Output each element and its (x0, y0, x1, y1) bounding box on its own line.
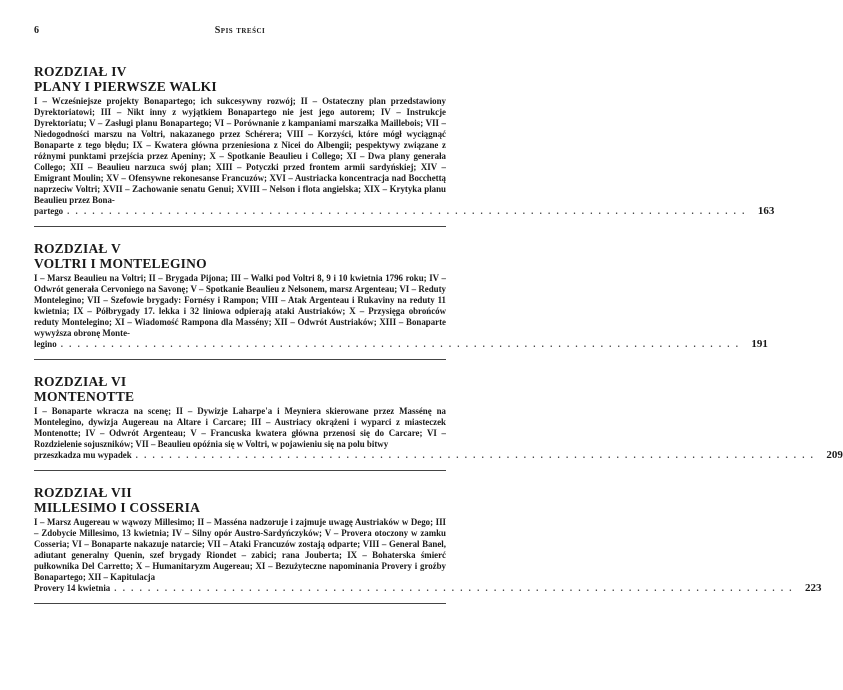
chapter-number: ROZDZIAŁ V (34, 241, 121, 256)
summary-last-line: partego (34, 206, 64, 216)
summary-last-line: Provery 14 kwietnia (34, 583, 111, 593)
page-ref[interactable]: 163 (757, 205, 775, 217)
page-ref[interactable]: 209 (826, 449, 843, 461)
chapter-summary: I – Marsz Beaulieu na Voltri; II – Brygada Pijona; III – Walki pod Voltri 8, 9 i 10 kwietnia 1796 roku; IV – Odwrót generała Cervoniego na Savonę; V – Spotkanie Beaulieu z Nelsonem, marsz Argenteau; VI – Reduty Montelegino; VII – Szefowie brygady: Fornésy i Rampon; VIII – Atak Argenteau i Rukaviny na reduty 11 kwietnia; IX – Półbrygady 17. lekka i 32 liniowa odpierają ataki Austriaków; X – Przysięga obrońców reduty Montelegino; XI – Wiadomość Rampona dla Massény; XII – Odwrót Austriaków; XIII – Bonaparte wywyższa obronę Monte- (34, 273, 446, 338)
running-title: Spis treści (214, 25, 266, 36)
chapter-summary: I – Bonaparte wkracza na scenę; II – Dywizje Laharpe'a i Meyniera skierowane przez Massénę na Montelegino, dywizja Augereau na Altare i Carcare; III – Austriacy okrążeni i wyparci z miasteczek Montenotte; IV – Odwrót Argenteau; V – Francuska kwatera główna przenosi się do Carcare; VI – Rozdzielenie sojuszników; VII – Beaulieu opóźnia się w Voltri, w pojawieniu się na polu bitwy (34, 406, 446, 449)
chapter-title: MILLESIMO I COSSERIA (34, 500, 201, 515)
chapter-number: ROZDZIAŁ IV (34, 64, 127, 79)
toc-leader-line (34, 582, 822, 594)
page-ref[interactable]: 223 (804, 582, 822, 594)
dot-leader: . . . . . . . . . . . . . . . . . . . . . . . . . . . . . . . . . . . . . . . . . . . . . . . . . . . . . . . . . . . . . . . . . . . . . . . . . . . . . . . . . (135, 450, 815, 460)
page-ref[interactable]: 191 (751, 338, 768, 350)
page-number: 6 (34, 25, 39, 36)
chapter-entry-vi (34, 374, 843, 461)
dot-leader: . . . . . . . . . . . . . . . . . . . . . . . . . . . . . . . . . . . . . . . . . . . . . . . . . . . . . . . . . . . . . . . . . . . . . . . . . . . . . . . . . (114, 583, 794, 593)
page-header (34, 25, 446, 39)
chapter-title: VOLTRI I MONTELEGINO (34, 256, 207, 271)
chapter-summary: I – Wcześniejsze projekty Bonapartego; ich sukcesywny rozwój; II – Ostateczny plan przedstawiony Dyrektoriatowi; III – Nikt inny z wyjątkiem Bonapartego nie jest jego autorem; IV – Instrukcje Dyrektoriatu; V – Zasługi planu Bonapartego; VI – Porównanie z kampaniami marszałka Maillebois; VII – Niedogodności marszu na Voltri, nakazanego przez Schérera; VIII – Korzyści, które mógł wyciągnąć Bonaparte z tego błędu; IX – Kwatera główna przeniesiona z Nicei do Albengii; pespektywy związane z różnymi punktami przejścia przez Apeniny; X – Spotkanie Beaulieu i Collego; XI – Dwa plany generała Collego; XII – Beaulieu narzuca swój plan; XIII – Potyczki przed frontem armii sardyńskiej; XIV – Emigrant Moulin; XV – Ofensywne rekonesanse Francuzów; XVI – Austriacka koncentracja nad Bocchettą naprzeciw Voltri; XVII – Zachowanie senatu Genui; XVIII – Nelson i flota angielska; XIX – Krytyka planu Beaulieu przez Bona- (34, 96, 446, 205)
summary-last-line: legino (34, 339, 57, 349)
toc-leader-line (34, 338, 768, 350)
dot-leader: . . . . . . . . . . . . . . . . . . . . . . . . . . . . . . . . . . . . . . . . . . . . . . . . . . . . . . . . . . . . . . . . . . . . . . . . . . . . . . . . . (67, 206, 747, 216)
chapter-entry-iv (34, 64, 775, 217)
table-of-contents (34, 64, 843, 618)
chapter-number: ROZDZIAŁ VI (34, 374, 127, 389)
summary-last-line: przeszkadza mu wypadek (34, 450, 132, 460)
chapter-title: PLANY I PIERWSZE WALKI (34, 79, 217, 94)
chapter-entry-vii (34, 485, 822, 594)
chapter-entry-v (34, 241, 768, 350)
divider (34, 470, 446, 471)
dot-leader: . . . . . . . . . . . . . . . . . . . . . . . . . . . . . . . . . . . . . . . . . . . . . . . . . . . . . . . . . . . . . . . . . . . . . . . . . . . . . . . . . (60, 339, 740, 349)
toc-leader-line (34, 449, 843, 461)
divider (34, 359, 446, 360)
chapter-summary: I – Marsz Augereau w wąwozy Millesimo; II – Masséna nadzoruje i zajmuje uwagę Austriaków w Dego; III – Zdobycie Millesimo, 13 kwietnia; IV – Silny opór Austro-Sardyńczyków; V – Provera otoczony w zamku Cosseria; VI – Bonaparte nakazuje natarcie; VII – Ataki Francuzów zostają odparte; VIII – General Banel, adiutant generalny Quenin, szef brygady Riondet – zabici; rana Jouberta; IX – Bohaterska śmierć pułkownika Del Carretto; X – Humanitaryzm Augereau; XI – Bezużyteczne napominania Provery i groźby Bonapartego; XII – Kapitulacja (34, 517, 446, 582)
chapter-number: ROZDZIAŁ VII (34, 485, 132, 500)
divider (34, 226, 446, 227)
chapter-title: MONTENOTTE (34, 389, 135, 404)
divider (34, 603, 446, 604)
toc-leader-line (34, 205, 775, 217)
